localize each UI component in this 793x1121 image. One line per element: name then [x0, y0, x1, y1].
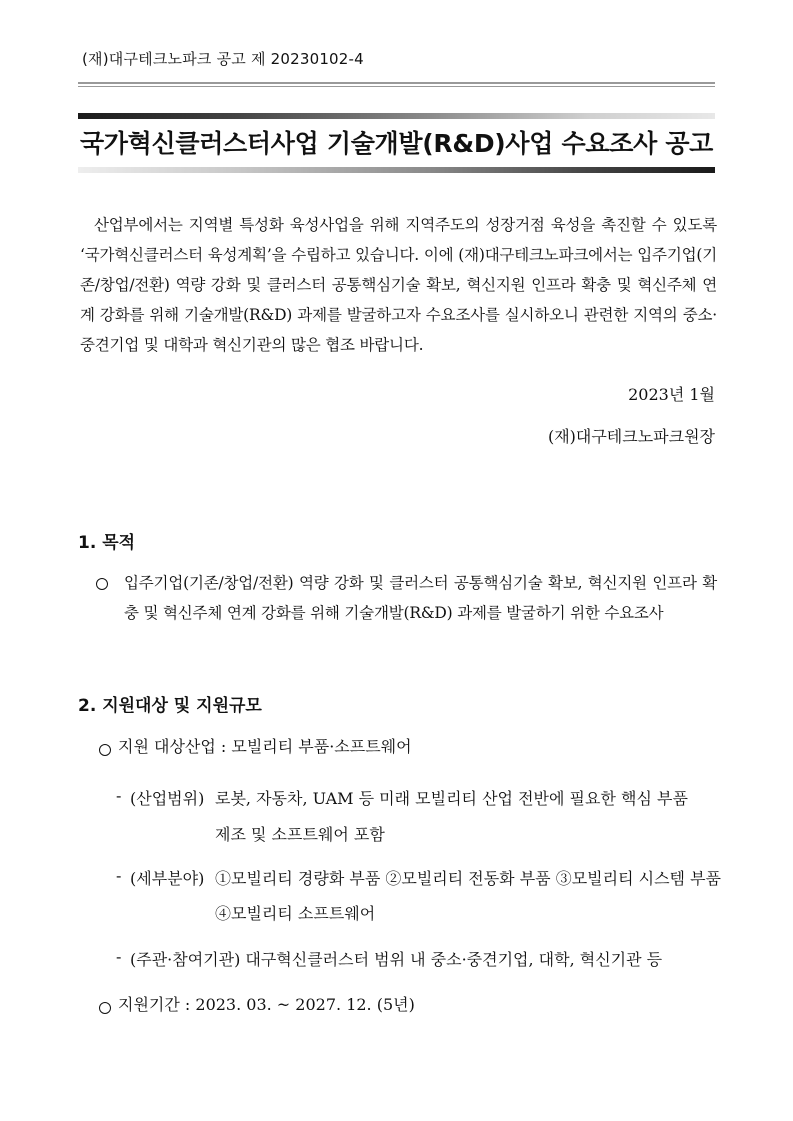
purpose-bullet: 입주기업(기존/창업/전환) 역량 강화 및 클러스터 공통핵심기술 확보, 혁신지원 인프라 확충 및 혁신주체 연계 강화를 위해 기술개발(R&D) 과제를 발굴하기 위한 수요조사	[124, 574, 717, 622]
header-rule-top	[78, 82, 715, 84]
field-line-1: ①모빌리티 경량화 부품 ②모빌리티 전동화 부품 ③모빌리티 시스템 부품	[215, 869, 722, 888]
section-heading-support: 2. 지원대상 및 지원규모	[78, 696, 262, 716]
issuer: (재)대구테크노파크원장	[547, 427, 715, 446]
scope-line-2: 제조 및 소프트웨어 포함	[215, 825, 385, 844]
dash-marker: -	[116, 866, 122, 885]
title-bar-bottom	[78, 167, 715, 173]
section-heading-purpose: 1. 목적	[78, 533, 136, 553]
circle-bullet-icon	[96, 578, 108, 590]
industry-bullet: 지원 대상산업 : 모빌리티 부품·소프트웨어	[118, 737, 412, 756]
header-rule-bottom	[78, 86, 715, 87]
circle-bullet-icon	[99, 744, 111, 756]
field-label: (세부분야)	[130, 869, 205, 888]
period-bullet: 지원기간 : 2023. 03. ~ 2027. 12. (5년)	[118, 995, 415, 1014]
scope-line-1: 로봇, 자동차, UAM 등 미래 모빌리티 산업 전반에 필요한 핵심 부품	[215, 789, 688, 808]
participants-item: (주관·참여기관) 대구혁신클러스터 범위 내 중소·중견기업, 대학, 혁신기관 등	[130, 950, 663, 969]
scope-label: (산업범위)	[130, 789, 205, 808]
field-line-2: ④모빌리티 소프트웨어	[215, 904, 376, 923]
document-title: 국가혁신클러스터사업 기술개발(R&D)사업 수요조사 공고	[79, 129, 714, 158]
notice-date: 2023년 1월	[628, 385, 715, 404]
title-bar-top	[78, 113, 715, 119]
circle-bullet-icon	[99, 1002, 111, 1014]
notice-number: (재)대구테크노파크 공고 제 20230102-4	[82, 50, 364, 68]
intro-paragraph: 산업부에서는 지역별 특성화 육성사업을 위해 지역주도의 성장거점 육성을 촉진할 수 있도록 ‘국가혁신클러스터 육성계획’을 수립하고 있습니다. 이에 (재)대구테크노파크에서는 입주기업(기존/창업/전환) 역량 강화 및 클러스터 공통핵심기술 확보, 혁신지원 인프라 확충 및 혁신주체 연계 강화를 위해 기술개발(R&D) 과제를 발굴하고자 수요조사를 실시하오니 관련한 지역의 중소·중견기업 및 대학과 혁신기관의 많은 협조 바랍니다.	[80, 216, 717, 354]
dash-marker: -	[116, 786, 122, 805]
dash-marker: -	[116, 947, 122, 966]
